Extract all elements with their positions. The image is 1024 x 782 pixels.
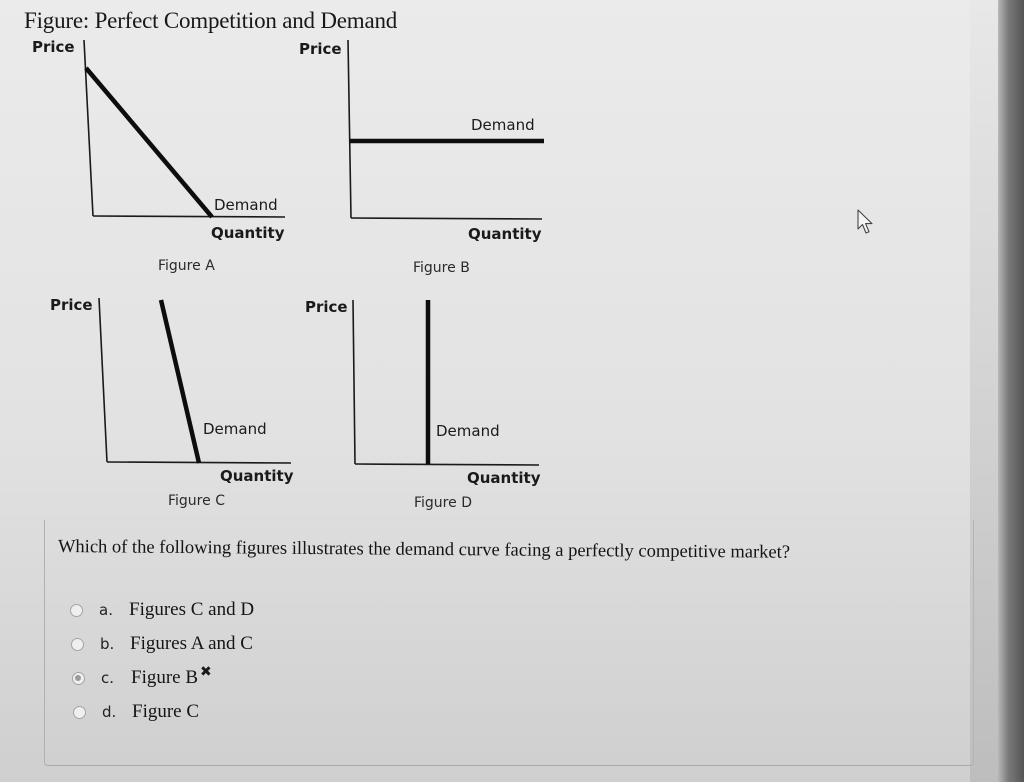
option-a-letter: a. [99,601,113,619]
option-a-text: Figures C and D [129,599,255,620]
figure-b-quantity-axis [351,218,542,219]
mouse-pointer-icon [857,209,879,237]
figure-a-demand-label: Demand [214,196,278,214]
figure-a-price-axis [84,40,93,216]
option-d[interactable] [73,695,254,729]
option-b-radio[interactable] [71,638,84,651]
figure-b-caption: Figure B [413,260,470,276]
question-text: Which of the following figures illustrates the demand curve facing a perfectly competitive market? [57,537,791,563]
option-c-radio[interactable] [72,672,85,685]
option-d-radio[interactable] [73,706,86,719]
figure-d-price-label: Price [305,298,348,316]
figure-d-price-axis [353,300,355,464]
figure-d-demand-label: Demand [436,422,500,440]
figure-a-price-label: Price [32,38,75,56]
option-b[interactable] [71,627,254,661]
figure-d-graph [353,300,539,465]
figure-c-demand-label: Demand [203,420,267,438]
figure-a-quantity-label: Quantity [211,224,285,242]
figure-b-price-label: Price [299,40,342,58]
option-c[interactable] [72,661,254,695]
figure-a-demand-curve [86,68,212,217]
figure-b-demand-label: Demand [471,116,535,134]
option-d-letter: d. [102,703,117,721]
figure-c-price-label: Price [50,296,93,314]
figure-d-caption: Figure D [414,495,472,511]
figure-d-quantity-axis [355,464,539,465]
option-a-radio[interactable] [70,604,83,617]
figure-c-graph [99,298,291,463]
option-b-letter: b. [100,635,115,653]
figure-a-graph [84,40,285,217]
figure-d-quantity-label: Quantity [467,469,541,487]
figure-c-quantity-label: Quantity [220,467,294,485]
figure-c-demand-curve [161,300,199,463]
x-mark-icon: ✖ [200,664,212,680]
option-d-text: Figure C [132,701,200,722]
figure-a-quantity-axis [93,216,285,217]
option-b-text: Figures A and C [130,633,253,654]
figure-a-caption: Figure A [158,258,215,274]
figure-title: Figure: Perfect Competition and Demand [24,8,398,33]
screen-bezel [998,0,1024,782]
option-c-text: Figure B [131,667,199,688]
figure-b-price-axis [348,40,351,218]
figure-c-price-axis [99,298,107,462]
figure-b-quantity-label: Quantity [468,225,542,243]
figure-c-caption: Figure C [168,493,225,509]
answer-options [70,593,254,729]
option-c-letter: c. [101,669,115,687]
option-a[interactable] [70,593,254,627]
